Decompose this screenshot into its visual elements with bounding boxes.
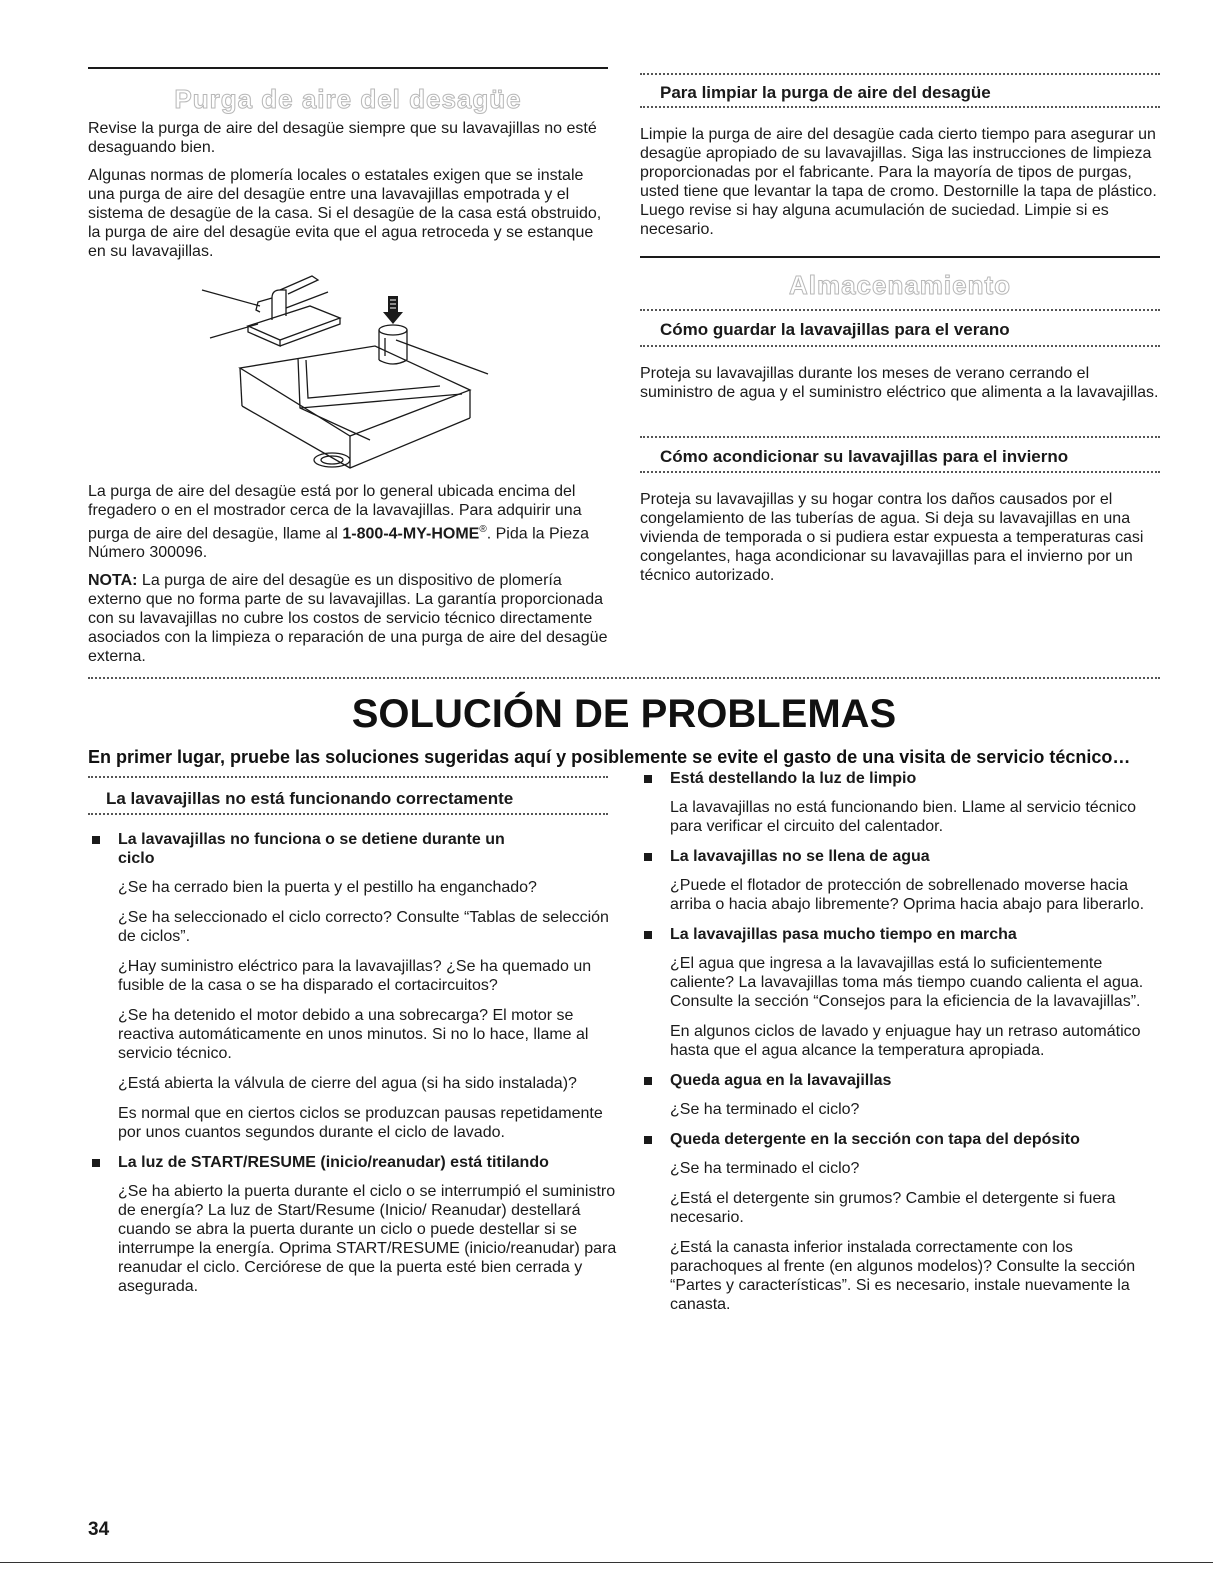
clean-head-rule-bottom [640, 106, 1160, 108]
note-paragraph [88, 571, 613, 666]
trouble-item-text: ¿Hay suministro eléctrico para la lavavajillas? ¿Se ha quemado un fusible de la casa o se ha disparado el cortacircuitos? [118, 958, 592, 994]
trouble-item-text: En algunos ciclos de lavado y enjuague hay un retraso automático hasta que el agua alcance la temperatura apropiada. [670, 1023, 1141, 1059]
trouble-item-title: La lavavajillas no funciona o se detiene durante un ciclo [118, 831, 505, 867]
trouble-item-heading [640, 925, 1165, 944]
trouble-item-body [640, 876, 1165, 914]
summer-text [640, 364, 1165, 402]
bottom-border [0, 1562, 1213, 1563]
troubleshooting-left-column [88, 830, 618, 1307]
trouble-item-heading [640, 847, 1165, 866]
clean-head-rule-top [640, 73, 1160, 75]
clean-air-gap-text [640, 125, 1165, 239]
clean-air-gap-heading: Para limpiar la purga de aire del desagüe [660, 83, 991, 102]
summer-paragraph: Proteja su lavavajillas durante los meses de verano cerrando el suministro de agua y el suministro eléctrico que alimenta a la lavavajillas. [640, 365, 1159, 401]
storage-rule [640, 256, 1160, 258]
trouble-item-body [88, 1182, 618, 1296]
trouble-item-heading [88, 1153, 618, 1172]
trouble-item-heading [88, 830, 618, 868]
phone-number: 1-800-4-MY-HOME [342, 525, 480, 543]
trouble-item-text: ¿Se ha cerrado bien la puerta y el pestillo ha enganchado? [118, 879, 537, 896]
trouble-item-title: Está destellando la luz de limpio [670, 770, 917, 787]
trouble-item-heading [640, 769, 1165, 788]
clean-paragraph: Limpie la purga de aire del desagüe cada cierto tiempo para asegurar un desagüe apropiado de su lavavajillas. Siga las instrucciones de limpieza proporcionadas por el fabricante. Para la mayoría de tipos de purgas, usted tiene que levantar la tapa de cromo. Destornille la tapa de plástico. Luego revise si hay alguna acumulación de suciedad. Limpie si es necesario. [640, 126, 1157, 238]
troubleshooting-lead: En primer lugar, pruebe las soluciones sugeridas aquí y posiblemente se evite el gasto de una visita de servicio técnico… [88, 747, 1131, 767]
summer-rule-top [640, 309, 1160, 311]
trouble-item-text: ¿Se ha abierto la puerta durante el ciclo o se interrumpió el suministro de energía? La luz de Start/Resume (Inicio/ Reanudar) destellará cuando se abra la puerta durante un ciclo o puede destellar si se interrumpe la energía. Oprima START/RESUME (inicio/reanudar) para reanudar el ciclo. Cerciórese de que la puerta esté bien cerrada y asegurada. [118, 1183, 617, 1295]
trouble-item-text: ¿Se ha terminado el ciclo? [670, 1101, 860, 1118]
sink-illustration [200, 268, 500, 478]
note-text: La purga de aire del desagüe es un dispositivo de plomería externo que no forma parte de su lavavajillas. La garantía proporcionada con su lavavajillas no cubre los costos de servicio técnico directamente asociados con la limpieza o reparación de una purga de aire del desagüe externa. [88, 572, 608, 666]
air-gap-paragraph-3 [88, 482, 613, 562]
trouble-item [640, 769, 1165, 836]
trouble-item-text: ¿Se ha detenido el motor debido a una sobrecarga? El motor se reactiva automáticamente en unos minutos. Si no lo hace, llame al servicio técnico. [118, 1007, 589, 1062]
bullet-icon [644, 931, 652, 939]
winter-heading: Cómo acondicionar su lavavajillas para el invierno [660, 447, 1069, 466]
section-title-air-gap: Purga de aire del desagüe [174, 84, 522, 114]
winter-paragraph: Proteja su lavavajillas y su hogar contra los daños causados por el congelamiento de las tuberías de agua. Si deja su lavavajillas en una vivienda de temporada o si pudiera estar expuesta a temperaturas casi congelantes, haga acondicionar su lavavajillas para el invierno por un técnico autorizado. [640, 491, 1144, 584]
trouble-item [640, 1071, 1165, 1119]
bullet-icon [644, 1136, 652, 1144]
trouble-item-body [640, 1159, 1165, 1314]
top-left-rule [88, 67, 608, 69]
troubleshooting-right-column [640, 769, 1165, 1325]
trouble-item-heading [640, 1130, 1165, 1149]
trouble-item [640, 847, 1165, 914]
trouble-item-body [640, 954, 1165, 1060]
trouble-item-text: ¿Se ha seleccionado el ciclo correcto? Consulte “Tablas de selección de ciclos”. [118, 909, 609, 945]
air-gap-intro [88, 119, 613, 270]
air-gap-details [88, 482, 613, 675]
location-text: La purga de aire del desagüe está por lo general ubicada encima del fregadero o en el mostrador cerca de la lavavajillas. Para adquirir una purga de aire del desagüe, llame al [88, 483, 582, 543]
bullet-icon [92, 1159, 100, 1167]
air-gap-paragraph-1: Revise la purga de aire del desagüe siempre que su lavavajillas no esté desaguando bien. [88, 120, 597, 156]
air-gap-paragraph-2: Algunas normas de plomería locales o estatales exigen que se instale una purga de aire del desagüe entre una lavavajillas empotrada y el sistema de desagüe de la casa. Si el desagüe de la casa está obstruido, la purga de aire del desagüe evita que el agua retroceda y se estanque en su lavavajillas. [88, 167, 602, 260]
trouble-item-text: ¿Se ha terminado el ciclo? [670, 1160, 860, 1177]
subhead-rule-bottom [88, 813, 608, 815]
trouble-item [88, 830, 618, 1142]
troubleshooting-rule [88, 677, 1160, 679]
summer-heading: Cómo guardar la lavavajillas para el verano [660, 320, 1010, 339]
trouble-item-title: La lavavajillas pasa mucho tiempo en marcha [670, 926, 1017, 943]
note-label: NOTA: [88, 572, 138, 590]
trouble-item-text: ¿Está el detergente sin grumos? Cambie el detergente si fuera necesario. [670, 1190, 1116, 1226]
trouble-item-heading [640, 1071, 1165, 1090]
trouble-item-body [88, 878, 618, 1142]
trouble-item [640, 925, 1165, 1060]
trouble-item-text: ¿El agua que ingresa a la lavavajillas está lo suficientemente caliente? La lavavajillas toma más tiempo cuando calienta el agua. Consulte la sección “Consejos para la eficiencia de la lavavajillas”. [670, 955, 1144, 1010]
section-title-storage: Almacenamiento [788, 270, 1012, 300]
trouble-item-body [640, 798, 1165, 836]
bullet-icon [644, 775, 652, 783]
trouble-item-title: La lavavajillas no se llena de agua [670, 848, 930, 865]
trouble-item [88, 1153, 618, 1296]
trouble-item [640, 1130, 1165, 1314]
trouble-item-text: ¿Está abierta la válvula de cierre del agua (si ha sido instalada)? [118, 1075, 577, 1092]
troubleshooting-title: SOLUCIÓN DE PROBLEMAS [351, 692, 897, 736]
trouble-item-text: Es normal que en ciertos ciclos se produzcan pausas repetidamente por unos cuantos segundos durante el ciclo de lavado. [118, 1105, 603, 1141]
trouble-item-text: ¿Está la canasta inferior instalada correctamente con los parachoques al frente (en algunos modelos)? Consulte la sección “Partes y características”. Si es necesario, instale nuevamente la canasta. [670, 1239, 1136, 1313]
page-number: 34 [88, 1519, 110, 1540]
summer-rule-bottom [640, 345, 1160, 347]
not-working-heading: La lavavajillas no está funcionando correctamente [106, 789, 514, 808]
winter-rule-top [640, 436, 1160, 438]
registered-mark: ® [479, 524, 487, 535]
trouble-item-title: Queda agua en la lavavajillas [670, 1072, 892, 1089]
winter-text [640, 490, 1165, 585]
trouble-item-title: La luz de START/RESUME (inicio/reanudar) está titilando [118, 1154, 549, 1171]
subhead-rule-top [88, 776, 608, 778]
trouble-item-title: Queda detergente en la sección con tapa del depósito [670, 1131, 1080, 1148]
trouble-item-text: La lavavajillas no está funcionando bien. Llame al servicio técnico para verificar el circuito del calentador. [670, 799, 1137, 835]
bullet-icon [92, 836, 100, 844]
trouble-item-text: ¿Puede el flotador de protección de sobrellenado moverse hacia arriba o hacia abajo libremente? Oprima hacia abajo para liberarlo. [670, 877, 1145, 913]
part-number-text: . Pida la Pieza Número 300096. [88, 525, 589, 562]
bullet-icon [644, 853, 652, 861]
bullet-icon [644, 1077, 652, 1085]
winter-rule-bottom [640, 471, 1160, 473]
trouble-item-body [640, 1100, 1165, 1119]
